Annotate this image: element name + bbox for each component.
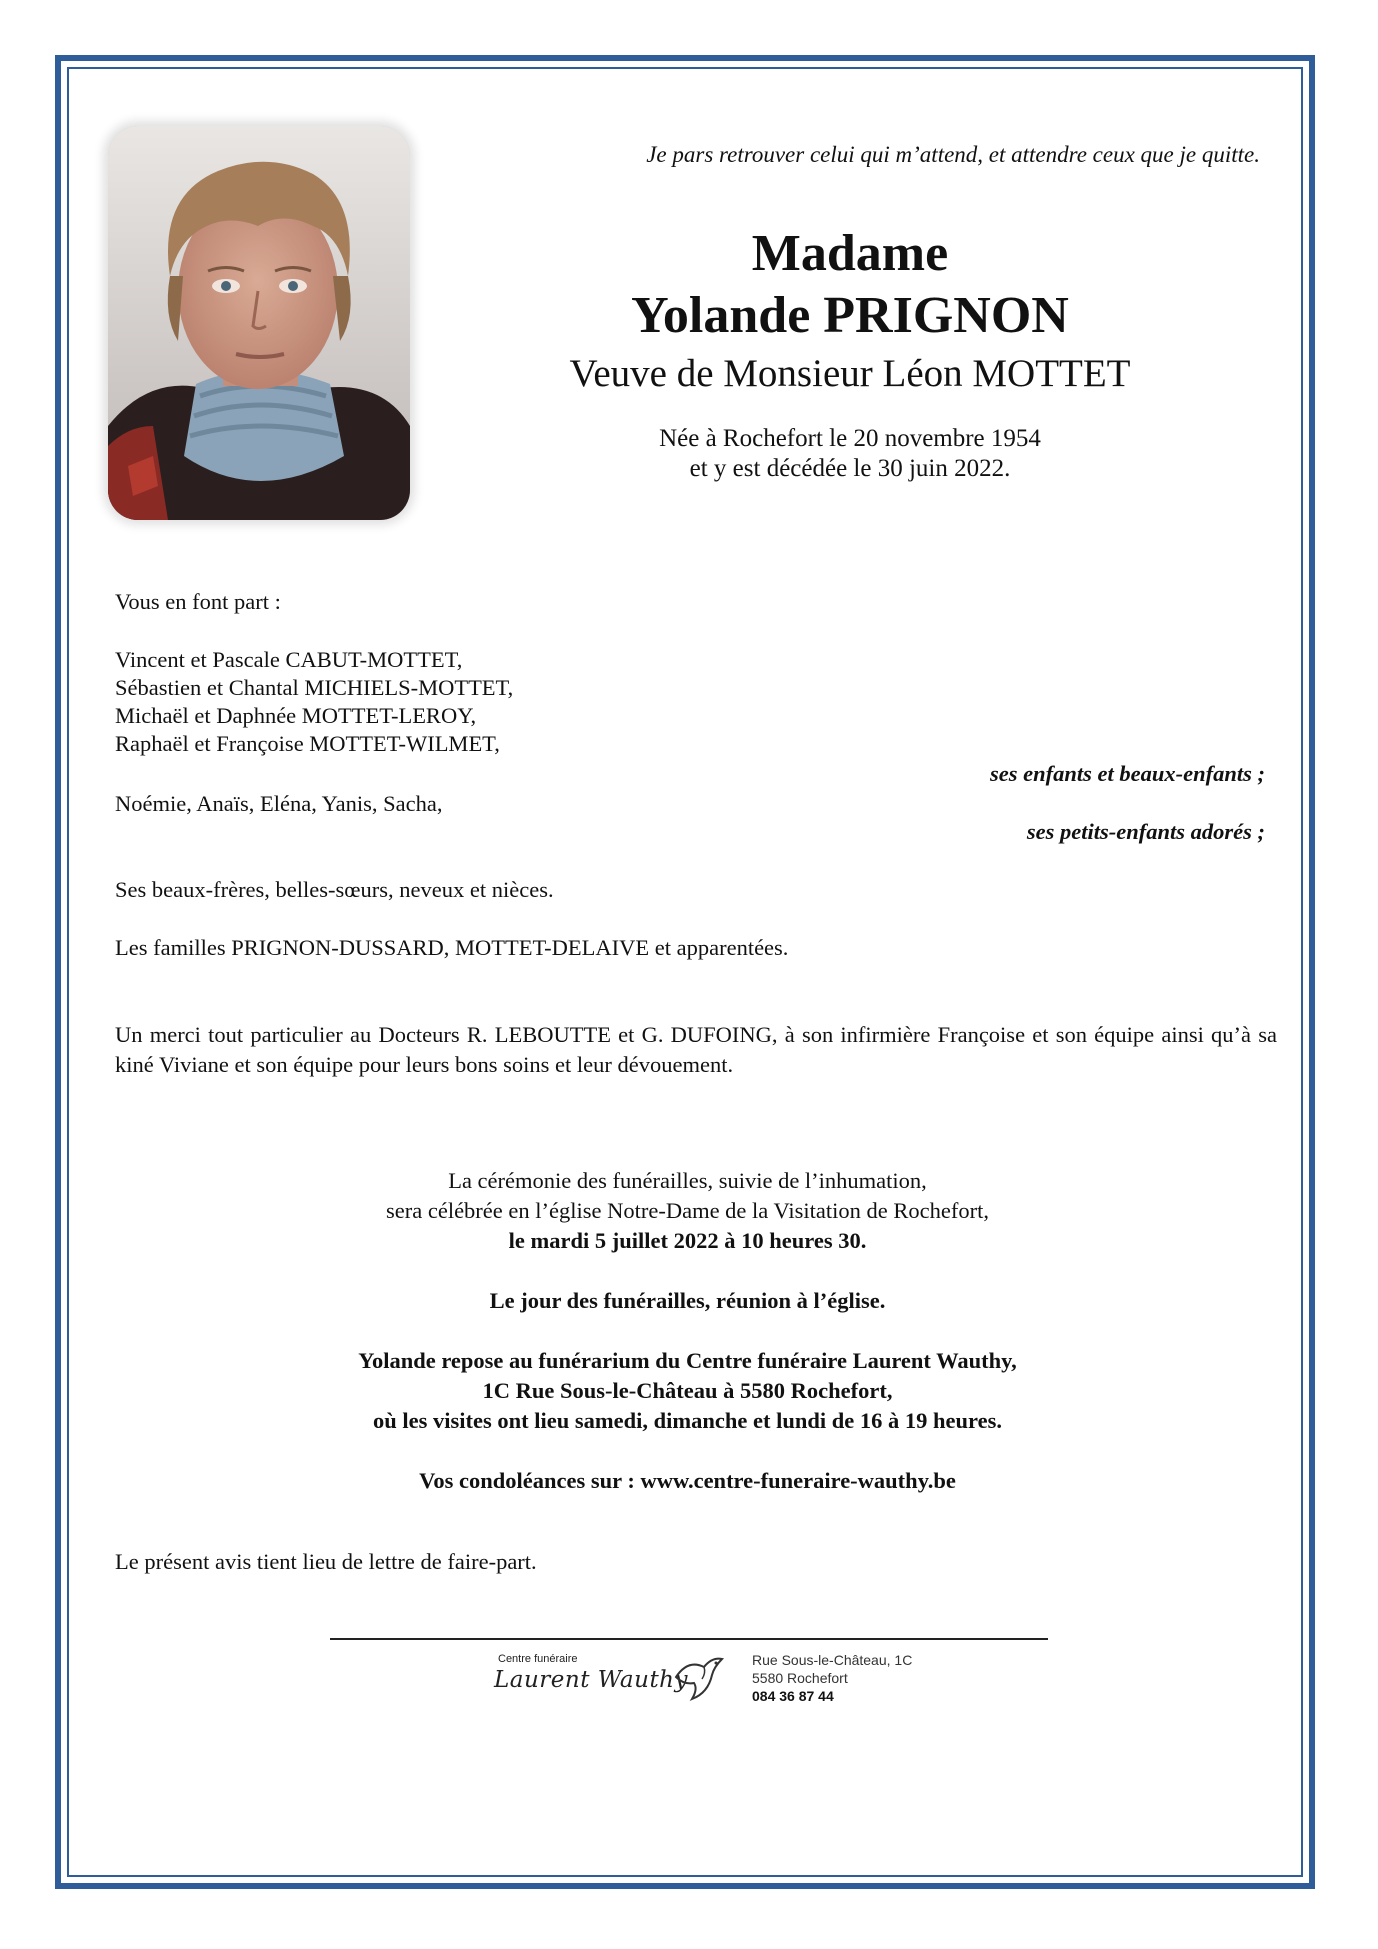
ceremony-line: sera célébrée en l’église Notre-Dame de la Visitation de Rochefort, [386, 1198, 989, 1223]
child-line: Michaël et Daphnée MOTTET-LEROY, [115, 703, 477, 728]
title-civility: Madame [751, 225, 949, 282]
notice: Le présent avis tient lieu de lettre de faire-part. [115, 1549, 537, 1574]
portrait-photo [108, 126, 410, 520]
footer-divider [330, 1638, 1048, 1640]
children-label: ses enfants et beaux-enfants ; [990, 761, 1265, 786]
deceased-name: Yolande PRIGNON [631, 287, 1069, 344]
grandchildren: Noémie, Anaïs, Eléna, Yanis, Sacha, [115, 791, 443, 816]
quote: Je pars retrouver celui qui m’attend, et attendre ceux que je quitte. [646, 142, 1260, 167]
footer-address [752, 1651, 912, 1705]
child-line: Sébastien et Chantal MICHIELS-MOTTET, [115, 675, 514, 700]
ceremony-line: La cérémonie des funérailles, suivie de l’inhumation, [448, 1168, 927, 1193]
rest-line: 1C Rue Sous-le-Château à 5580 Rochefort, [482, 1378, 893, 1403]
address-city: 5580 Rochefort [752, 1670, 848, 1686]
rest-line: Yolande repose au funérarium du Centre funéraire Laurent Wauthy, [358, 1348, 1017, 1373]
grandchildren-label: ses petits-enfants adorés ; [1026, 819, 1265, 844]
families: Les familles PRIGNON-DUSSARD, MOTTET-DELAIVE et apparentées. [115, 935, 789, 960]
death-info: et y est décédée le 30 juin 2022. [689, 455, 1011, 482]
dove-emblem-icon [668, 1649, 728, 1705]
birth-info: Née à Rochefort le 20 novembre 1954 [659, 425, 1041, 452]
widow-of: Veuve de Monsieur Léon MOTTET [569, 352, 1131, 395]
address-street: Rue Sous-le-Château, 1C [752, 1652, 913, 1668]
ceremony-datetime: le mardi 5 juillet 2022 à 10 heures 30. [508, 1228, 867, 1253]
in-laws: Ses beaux-frères, belles-sœurs, neveux et nièces. [115, 877, 554, 902]
thanks-paragraph: Un merci tout particulier au Docteurs R. LEBOUTTE et G. DUFOING, à son infirmière Françoise et son équipe ainsi qu’à sa kiné Viviane et son équipe pour leurs bons soins et leur dévouement. [115, 1022, 1277, 1077]
rest-line: où les visites ont lieu samedi, dimanche et lundi de 16 à 19 heures. [372, 1408, 1002, 1433]
child-line: Vincent et Pascale CABUT-MOTTET, [115, 647, 463, 672]
funeral-home-logo [490, 1645, 930, 1707]
child-line: Raphaël et Françoise MOTTET-WILMET, [115, 731, 500, 756]
condolences-link[interactable]: Vos condoléances sur : www.centre-funeraire-wauthy.be [419, 1468, 956, 1493]
meeting-info: Le jour des funérailles, réunion à l’église. [489, 1288, 886, 1313]
logo-caption: Centre funéraire [498, 1653, 578, 1665]
phone-number: 084 36 87 44 [752, 1688, 834, 1704]
family-intro: Vous en font part : [115, 589, 281, 614]
logo-name: Laurent Wauthy [494, 1667, 688, 1693]
